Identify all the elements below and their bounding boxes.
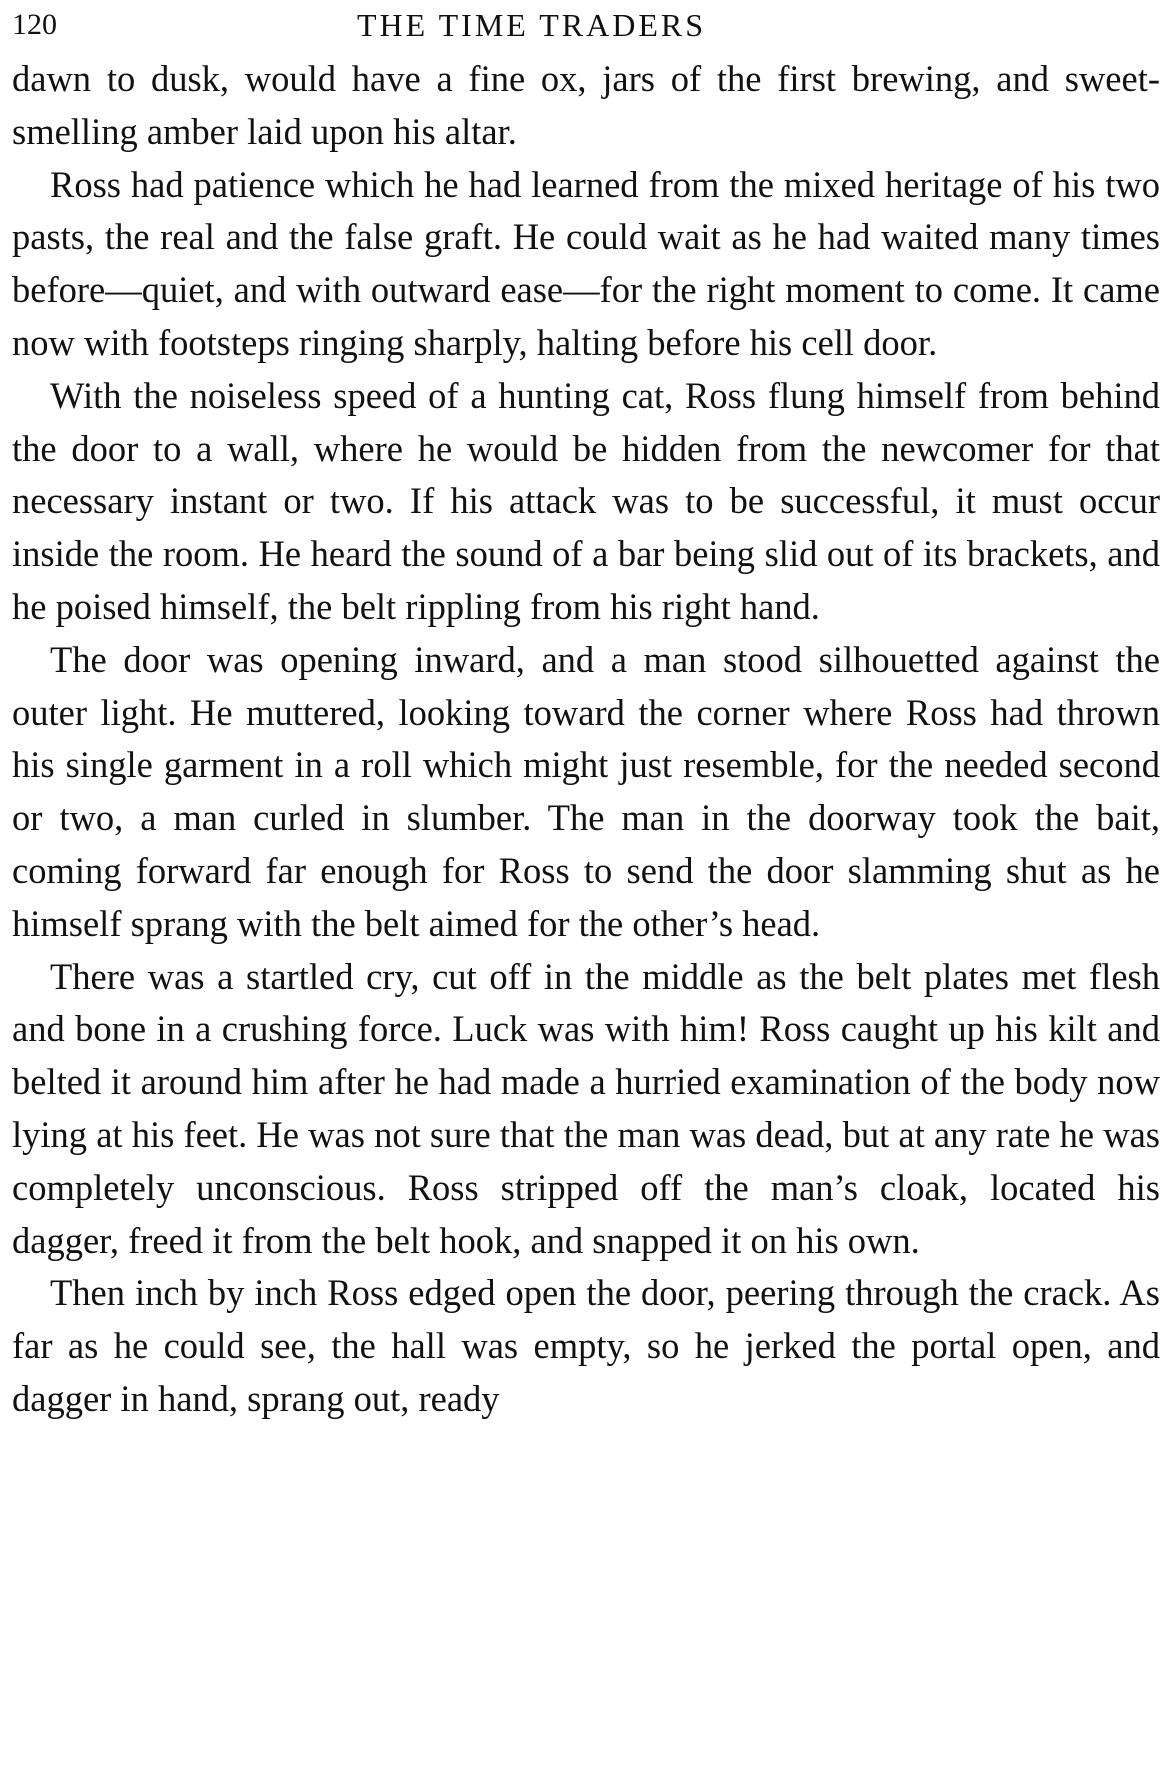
page-number: 120 <box>12 8 57 41</box>
paragraph-5: There was a startled cry, cut off in the middle as the belt plates met flesh and bone in a crushing force. Luck was with him! Ross caught up his kilt and belted it around him after he had made a hurried examination of the body now lying at his feet. He was not sure that the man was dead, but at any rate he was completely unconscious. Ross stripped off the man’s cloak, located his dagger, freed it from the belt hook, and snapped it on his own. <box>12 955 1160 1261</box>
book-page <box>12 0 1160 1788</box>
body-text <box>12 53 1160 1426</box>
paragraph-1: dawn to dusk, would have a fine ox, jars of the first brewing, and sweet-smelling amber laid upon his altar. <box>12 58 1160 152</box>
paragraph-6: Then inch by inch Ross edged open the door, peering through the crack. As far as he could see, the hall was empty, so he jerked the portal open, and dagger in hand, sprang out, ready <box>12 1272 1160 1419</box>
paragraph-2: Ross had patience which he had learned from the mixed heritage of his two pasts, the real and the false graft. He could wait as he had waited many times before—quiet, and with outward ease—for the right moment to come. It came now with footsteps ringing sharply, halting before his cell door. <box>12 163 1160 363</box>
running-title: THE TIME TRADERS <box>357 7 707 43</box>
paragraph-4: The door was opening inward, and a man stood silhouetted against the outer light. He muttered, looking toward the corner where Ross had thrown his single garment in a roll which might just resemble, for the needed second or two, a man curled in slumber. The man in the doorway took the bait, coming forward far enough for Ross to send the door slamming shut as he himself sprang with the belt aimed for the other’s head. <box>12 638 1160 944</box>
running-head <box>12 0 1160 46</box>
paragraph-3: With the noiseless speed of a hunting cat, Ross flung himself from behind the door to a wall, where he would be hidden from the newcomer for that necessary instant or two. If his attack was to be successful, it must occur inside the room. He heard the sound of a bar being slid out of its brackets, and he poised himself, the belt rippling from his right hand. <box>12 374 1160 627</box>
